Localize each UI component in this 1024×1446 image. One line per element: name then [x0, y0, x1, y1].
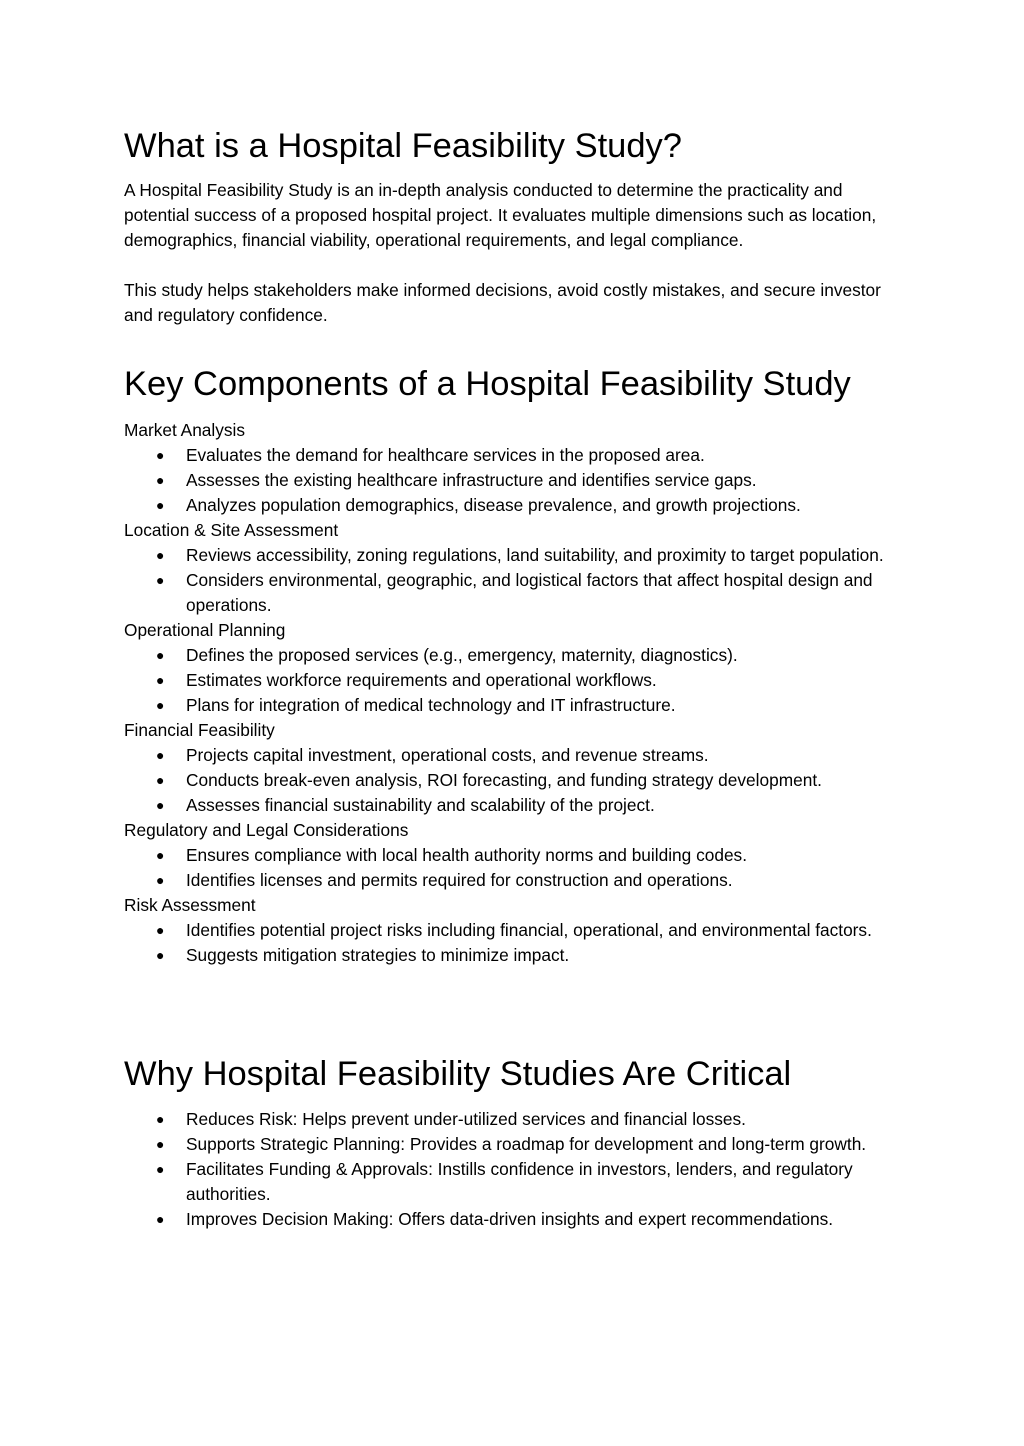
bullet-icon: ●: [156, 797, 165, 813]
bullet-icon: ●: [156, 922, 165, 938]
bullet-icon: ●: [156, 447, 165, 463]
list-item: ● Estimates workforce requirements and operational workflows.: [124, 668, 904, 693]
list-item: ● Reduces Risk: Helps prevent under-utilized services and financial losses.: [124, 1107, 904, 1132]
list-item: ● Supports Strategic Planning: Provides a roadmap for development and long-term growth.: [124, 1132, 904, 1157]
why-critical-list: [124, 1107, 904, 1232]
list-item: ● Conducts break-even analysis, ROI forecasting, and funding strategy development.: [124, 768, 904, 793]
key-components-list: [124, 418, 904, 968]
list-item: ● Considers environmental, geographic, and logistical factors that affect hospital design and operations.: [156, 570, 873, 615]
list-item: ● Facilitates Funding & Approvals: Instills confidence in investors, lenders, and regulatory authorities.: [156, 1159, 853, 1204]
list-item: ● Suggests mitigation strategies to minimize impact.: [124, 943, 904, 968]
section-heading-what-is: What is a Hospital Feasibility Study?: [124, 127, 682, 165]
component-group-operational: [124, 618, 904, 718]
list-item: ● Improves Decision Making: Offers data-driven insights and expert recommendations.: [124, 1207, 904, 1232]
component-group-location: [124, 518, 904, 618]
bullet-icon: ●: [156, 1136, 165, 1152]
list-item: ● Plans for integration of medical technology and IT infrastructure.: [124, 693, 904, 718]
component-title: Regulatory and Legal Considerations: [124, 820, 409, 840]
component-title: Financial Feasibility: [124, 720, 275, 740]
bullet-icon: ●: [156, 947, 165, 963]
list-item: ● Evaluates the demand for healthcare services in the proposed area.: [124, 443, 904, 468]
component-title: Market Analysis: [124, 420, 246, 440]
component-group-regulatory: [124, 818, 904, 893]
section-heading-why-critical: Why Hospital Feasibility Studies Are Critical: [124, 1055, 792, 1093]
component-title: Risk Assessment: [124, 895, 256, 915]
component-group-market-analysis: [124, 418, 904, 518]
bullet-icon: ●: [156, 1211, 165, 1227]
list-item: ● Defines the proposed services (e.g., emergency, maternity, diagnostics).: [124, 643, 904, 668]
bullet-icon: ●: [156, 1111, 165, 1127]
bullet-icon: ●: [156, 647, 165, 663]
bullet-icon: ●: [156, 847, 165, 863]
bullet-icon: ●: [156, 672, 165, 688]
bullet-icon: ●: [156, 497, 165, 513]
component-title: Location & Site Assessment: [124, 520, 339, 540]
component-group-financial: [124, 718, 904, 818]
list-item: ● Ensures compliance with local health authority norms and building codes.: [124, 843, 904, 868]
list-item: ● Assesses the existing healthcare infrastructure and identifies service gaps.: [124, 468, 904, 493]
list-item: ● Analyzes population demographics, disease prevalence, and growth projections.: [124, 493, 904, 518]
list-item: ● Assesses financial sustainability and scalability of the project.: [124, 793, 904, 818]
section-heading-key-components: Key Components of a Hospital Feasibility Study: [124, 365, 851, 403]
bullet-icon: ●: [156, 872, 165, 888]
list-item: ● Reviews accessibility, zoning regulations, land suitability, and proximity to target population.: [124, 543, 904, 568]
component-group-risk: [124, 893, 904, 968]
list-item: ● Identifies licenses and permits required for construction and operations.: [124, 868, 904, 893]
list-item: ● Projects capital investment, operational costs, and revenue streams.: [124, 743, 904, 768]
bullet-icon: ●: [156, 547, 165, 563]
intro-paragraph: A Hospital Feasibility Study is an in-depth analysis conducted to determine the practicality and potential success of a proposed hospital project. It evaluates multiple dimensions such as location, demographics, financial viability, operational requirements, and legal compliance.: [124, 180, 877, 250]
bullet-icon: ●: [156, 1161, 165, 1177]
bullet-icon: ●: [156, 472, 165, 488]
bullet-icon: ●: [156, 772, 165, 788]
list-item: ● Identifies potential project risks including financial, operational, and environmental factors.: [124, 918, 904, 943]
component-title: Operational Planning: [124, 620, 286, 640]
bullet-icon: ●: [156, 697, 165, 713]
bullet-icon: ●: [156, 572, 165, 588]
bullet-icon: ●: [156, 747, 165, 763]
intro-paragraph-2: This study helps stakeholders make informed decisions, avoid costly mistakes, and secure investor and regulatory confidence.: [124, 280, 881, 325]
